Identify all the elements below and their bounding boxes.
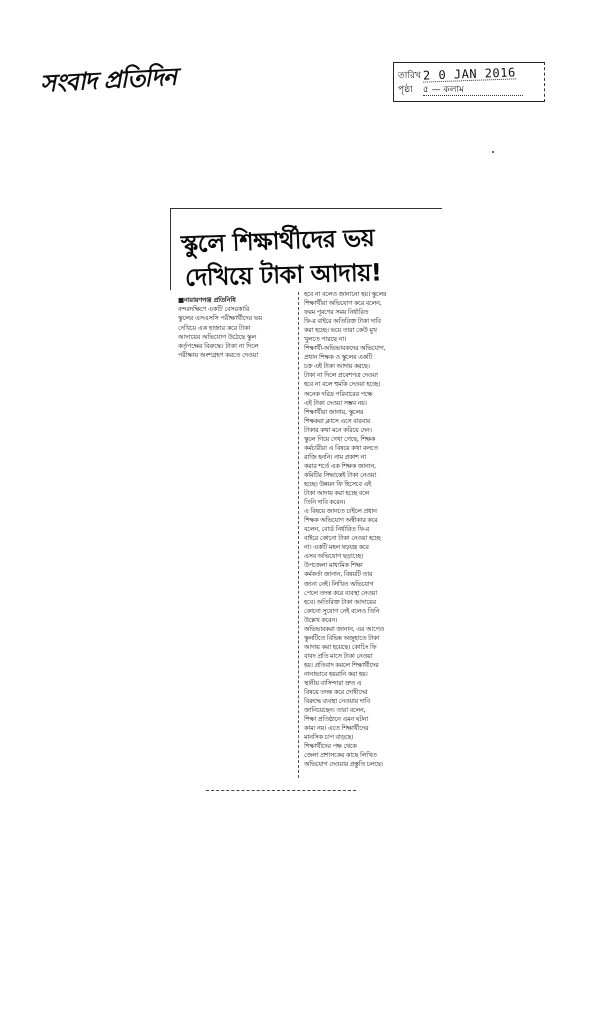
article-text-line: খুলতে পারছে না। <box>304 335 346 344</box>
article-text-line: রাজি হননি। নাম প্রকাশ না <box>304 452 366 461</box>
headline-line-1: স্কুলে শিক্ষার্থীদের ভয় <box>180 223 375 259</box>
archive-date-stamp <box>393 62 545 102</box>
article-text-line: কোনো সুযোগ নেই বলেও তিনি <box>304 606 380 615</box>
article-text-line: আদায় করা হয়েছে। কোচিং ফি <box>304 642 377 651</box>
article-text-line: বাবদ প্রতি মাসে টাকা নেওয়া <box>304 651 373 660</box>
article-text-line: করার শর্তে এক শিক্ষক জানান, <box>304 461 376 470</box>
article-text-line: স্কুলের এসএসসি পরীক্ষার্থীদের ভয় <box>178 314 263 323</box>
stamp-date-label: তারিখ <box>398 71 421 81</box>
article-text-line: বিষয়ে তদন্ত করে দোষীদের <box>304 688 368 697</box>
article-text-line: শিক্ষার্থীরা অভিযোগ করে বলেন, <box>304 299 382 308</box>
article-text-line: শিক্ষকরা ক্লাসে এসে বারবার <box>304 416 371 425</box>
article-text-line: পেলে তদন্ত করে ব্যবস্থা নেওয়া <box>304 588 378 597</box>
article-text-line: জানিয়েছেন। তারা বলেন, <box>304 706 366 715</box>
article-text-line: বিরুদ্ধে ব্যবস্থা নেওয়ার দাবি <box>304 697 370 706</box>
article-text-line: জেলা প্রশাসকের কাছে লিখিত <box>304 751 377 760</box>
article-text-line: শিক্ষার্থীদের পক্ষ থেকে <box>304 742 357 751</box>
article-text-line: অনেক দরিদ্র পরিবারের পক্ষে <box>304 389 373 398</box>
article-text-line: উল্লেখ করেন। <box>304 615 337 624</box>
article-text-line: হবে না বলে হুমকি দেওয়া হচ্ছে। <box>304 380 380 389</box>
article-text-line: শিক্ষার্থী-অভিভাবকদের অভিযোগ, <box>304 344 386 353</box>
speck-mark <box>492 151 494 153</box>
article-text-line: কর্মচারীরা এ বিষয়ে কথা বলতে <box>304 443 378 452</box>
article-text-line: উপজেলা মাধ্যমিক শিক্ষা <box>304 561 363 570</box>
article-text-line: শিক্ষা প্রতিষ্ঠানে এমন ঘটনা <box>304 715 369 724</box>
stamp-date-value: 2 0 JAN 2016 <box>422 65 516 83</box>
article-text-line: টাকা না দিলে প্রবেশপত্র দেওয়া <box>304 371 378 380</box>
article-text-line: বাইরে কোনো টাকা নেওয়া হচ্ছে <box>304 534 381 543</box>
article-text-line: ফি-র বাইরে অতিরিক্ত টাকা দাবি <box>304 317 381 326</box>
article-text-line: অভিযোগ দেওয়ার প্রস্তুতি চলছে। <box>304 760 383 769</box>
article-headline <box>170 208 442 290</box>
article-text-line: বলেন, বোর্ড নির্ধারিত ফি-র <box>304 525 370 534</box>
article-text-line: মানসিক চাপ বাড়ছে। <box>304 733 354 742</box>
article-text-line: জানা নেই। লিখিত অভিযোগ <box>304 579 374 588</box>
clipping-bottom-edge <box>206 790 356 792</box>
article-text-line: হয়। প্রতিবাদ করলে শিক্ষার্থীদের <box>304 660 379 669</box>
article-text-line: পরীক্ষায় অংশগ্রহণ করতে দেওয়া <box>178 351 259 360</box>
article-text-line: নানাভাবে হয়রানি করা হয়। <box>304 669 368 678</box>
news-clipping <box>170 208 442 778</box>
article-text-line: ফরম পূরণের সময় নির্ধারিত <box>304 308 369 317</box>
stamp-page-label: পৃষ্ঠা <box>398 85 413 95</box>
article-text-line: কাম্য নয়। এতে শিক্ষার্থীদের <box>304 724 369 733</box>
article-text-line: কর্তৃপক্ষের বিরুদ্ধে। টাকা না দিলে <box>178 342 259 351</box>
article-text-line: স্থানীয় বাসিন্দারা দ্রুত এ <box>304 679 362 688</box>
article-text-line: এ বিষয়ে জানতে চাইলে প্রধান <box>304 507 377 516</box>
stamp-page-row <box>398 86 523 96</box>
article-text-line: শিক্ষার্থীরা জানায়, স্কুলের <box>304 407 364 416</box>
article-text-line: তিনি দাবি করেন। <box>304 498 346 507</box>
article-text-line: টাকা আদায় করা হচ্ছে বলে <box>304 489 370 498</box>
article-text-line: চক্র এই টাকা আদায় করছে। <box>304 362 370 371</box>
article-text-line: এই টাকা দেওয়া সম্ভব নয়। <box>304 398 367 407</box>
article-text-line: কমিটির সিদ্ধান্তেই টাকা নেওয়া <box>304 470 377 479</box>
article-left-column <box>178 296 296 366</box>
article-text-line: না। একটি মহল ষড়যন্ত্র করে <box>304 543 369 552</box>
article-text-line: ■নারায়ণগঞ্জ প্রতিনিধি <box>178 296 236 304</box>
article-text-line: টাকার কথা মনে করিয়ে দেন। <box>304 425 372 434</box>
article-text-line: করা হচ্ছে। ভয়ে তারা কেউ মুখ <box>304 326 377 335</box>
article-text-line: অভিভাবকরা জানান, এর আগেও <box>304 624 385 633</box>
article-text-line: হচ্ছে। উন্নয়ন ফি হিসেবে এই <box>304 479 372 488</box>
column-separator <box>298 292 300 778</box>
stamp-date-row <box>398 65 516 83</box>
article-text-line: স্কুলটিতে বিভিন্ন অজুহাতে টাকা <box>304 633 380 642</box>
article-text-line: শিক্ষক অভিযোগ অস্বীকার করে <box>304 516 378 525</box>
article-text-line: এসব অভিযোগ ছড়াচ্ছে। <box>304 552 364 561</box>
article-text-line: প্রধান শিক্ষক ও স্কুলের একটি <box>304 353 372 362</box>
article-text-line: হবে। অতিরিক্ত টাকা আদায়ের <box>304 597 376 606</box>
article-text-line: দেখিয়ে এক হাজার করে টাকা <box>178 323 251 332</box>
article-text-line: কর্মকর্তা জানান, বিষয়টি তার <box>304 570 373 579</box>
article-text-line: আদায়ের অভিযোগ উঠেছে স্কুল <box>178 332 256 341</box>
article-text-line: বন্দরদক্ষিণে একটি বেসরকারি <box>178 305 250 314</box>
article-text-line: হবে না বলেও জানানো হয়। স্কুলের <box>304 290 387 298</box>
newspaper-masthead: সংবাদ প্রতিদিন <box>39 61 177 98</box>
article-text-line: স্কুলে গিয়ে দেখা গেছে, শিক্ষক <box>304 434 375 443</box>
article-right-column <box>304 290 436 778</box>
stamp-page-value: ৫ — কলাম <box>423 86 523 96</box>
headline-line-2: দেখিয়ে টাকা আদায়! <box>184 258 382 292</box>
